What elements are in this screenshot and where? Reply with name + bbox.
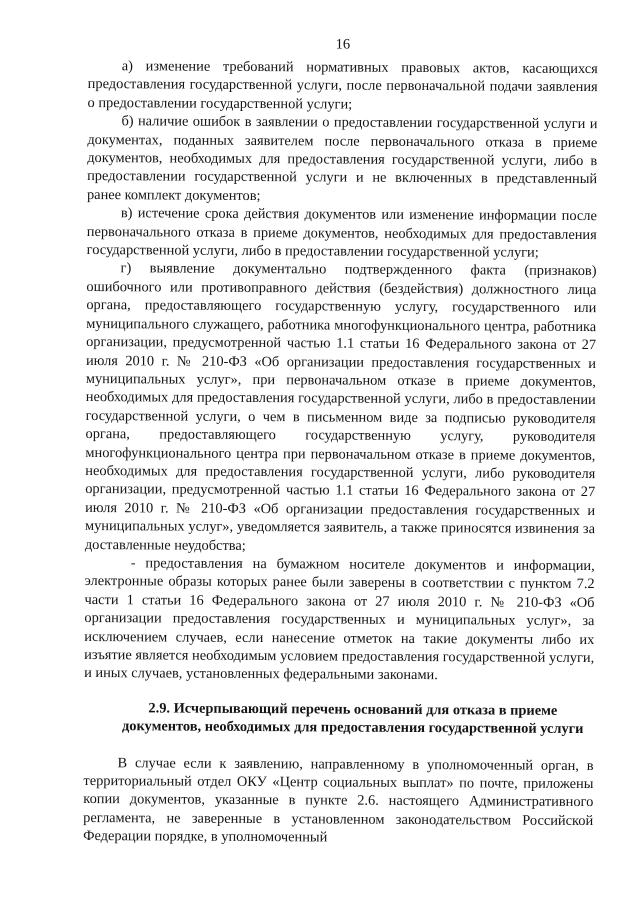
paragraph-dash-item: - предоставления на бумажном носителе документов и информации, электронные образы которых ранее были заверены в соответствии с пунктом 7.2 части 1 статьи 16 Федерального закона от 27 июля 2010 г. № 210-ФЗ «Об организации предоставления государственных и муниципальных услуг», за исключением случаев, если нанесение отметок на такие документы либо их изъятие является необходимым условием предоставления государственной услуги, и иных случаев, установленных федеральными законами. (84, 555, 595, 684)
document-page (83, 34, 598, 849)
section-body-paragraph: В случае если к заявлению, направленному в уполномоченный орган, в территориальный отдел ОКУ «Центр социальных выплат» по почте, приложены копии документов, указанные в пункте 2.6. настоящего Административного регламента, не заверенные в установленном законодательством Российской Федерации порядке, в уполномоченный (83, 754, 594, 846)
paragraph-g: г) выявление документально подтвержденного факта (признаков) ошибочного или противоправного действия (бездействия) должностного лица органа, предоставляющего государственную услугу, государственного или муниципального служащего, работника многофункционального центра, работника организации, предусмотренной частью 1.1 статьи 16 Федерального закона от 27 июля 2010 г. № 210-ФЗ «Об организации предоставления государственных и муниципальных услуг», при первоначальном отказе в приеме документов, необходимых для предоставления государственной услуги, либо в предоставлении государственной услуги, о чем в письменном виде за подписью руководителя органа, предоставляющего государственную услугу, руководителя многофункционального центра при первоначальном отказе в приеме документов, необходимых для предоставления государственной услуги, либо руководителя организации, предусмотренной частью 1.1 статьи 16 Федерального закона от 27 июля 2010 г. № 210-ФЗ «Об организации предоставления государственных и муниципальных услуг», уведомляется заявитель, а также приносятся извинения за доставленные неудобства; (84, 260, 597, 554)
paragraph-b: б) наличие ошибок в заявлении о предоставлении государственной услуги и документах, поданных заявителем после первоначального отказа в приеме документов, необходимых для предоставления государственной услуги, либо в предоставлении государственной услуги и не включенных в представленный ранее комплект документов; (86, 113, 598, 204)
section-heading: 2.9. Исчерпывающий перечень оснований для отказа в приеме документов, необходимых для предоставления государственной услуги (121, 700, 584, 738)
paragraph-v: в) истечение срока действия документов или изменение информации после первоначального отказа в приеме документов, необходимых для предоставления государственной услуги, либо в предоставлении государственной услуги; (86, 205, 597, 261)
paragraph-a: а) изменение требований нормативных правовых актов, касающихся предоставления государственной услуги, после первоначальной подачи заявления о предоставлении государственной услуги; (87, 58, 598, 113)
page-number: 16 (335, 36, 351, 53)
